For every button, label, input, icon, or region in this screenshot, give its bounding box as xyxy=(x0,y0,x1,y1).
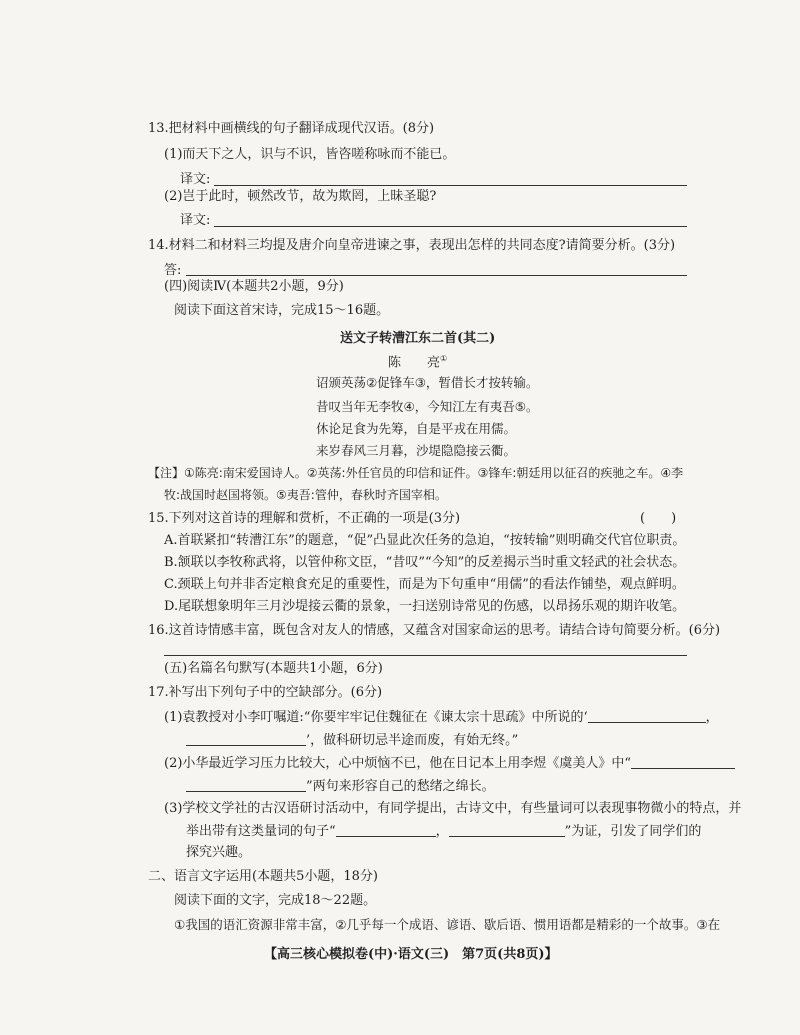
q14-stem: 14.材料二和材料三均提及唐介向皇帝进谏之事，表现出怎样的共同态度?请简要分析。(3分) xyxy=(148,238,676,253)
q17-item-2-text-b: ”两句来形容自己的愁绪之绵长。 xyxy=(306,779,495,794)
part2-passage-line-1: ①我国的语汇资源非常丰富，②几乎每一个成语、谚语、歇后语、惯用语都是精彩的一个故事。③在 xyxy=(174,917,721,932)
q17-blank-2[interactable] xyxy=(186,731,306,746)
poem-author-name: 陈 亮 xyxy=(388,355,441,371)
q17-item-1-text-c: ’，做科研切忌半途而废，有始无终。” xyxy=(306,733,519,748)
poem-title: 送文子转漕江东二首(其二) xyxy=(340,331,496,346)
q17-item-3-line-2 xyxy=(186,822,701,841)
page-footer: 【高三核心模拟卷(中)·语文(三) 第7页(共8页)】 xyxy=(264,947,558,962)
q14-answer-label: 答: xyxy=(164,263,182,278)
poem-line-2: 昔叹当年无李牧④，今知江左有夷吾⑤。 xyxy=(316,399,539,414)
q13-sentence-2: (2)岂于此时，顿然改节，故为欺罔，上昧圣聪? xyxy=(164,189,437,204)
q17-blank-5[interactable] xyxy=(336,822,436,837)
q15-option-b: B.颔联以李牧称武将，以管仲称文臣，“昔叹”“今知”的反差揭示当时重文轻武的社会状态。 xyxy=(164,555,686,570)
q13-answer-line-1[interactable] xyxy=(214,185,687,186)
q17-blank-3[interactable] xyxy=(631,754,735,769)
q17-item-2-line-2 xyxy=(186,777,495,796)
q17-item-2-text-a: (2)小华最近学习压力比较大，心中烦恼不已，他在日记本上用李煜《虞美人》中“ xyxy=(164,756,632,771)
q15-option-a: A.首联紧扣“转漕江东”的题意，“促”凸显此次任务的急迫，“按转输”则明确交代官位职责。 xyxy=(164,533,686,548)
q16-stem: 16.这首诗情感丰富，既包含对友人的情感，又蕴含对国家命运的思考。请结合诗句简要分析。(6分) xyxy=(148,623,721,638)
poem-line-3: 休论足食为先筹，自是平戎在用儒。 xyxy=(316,421,517,436)
poem-notes-line-1: 【注】①陈亮:南宋爱国诗人。②英荡:外任官员的印信和证件。③锋车:朝廷用以征召的疾驰之车。④李 xyxy=(148,466,684,480)
q17-item-1-line-1 xyxy=(164,708,719,727)
poem-line-4: 来岁春风三月暮，沙堤隐隐接云衢。 xyxy=(316,443,517,458)
q13-sentence-1: (1)而天下之人，识与不识，皆咨嗟称咏而不能已。 xyxy=(164,147,456,162)
q15-answer-bracket[interactable]: ( ) xyxy=(640,511,677,526)
q13-translation-label-1: 译文: xyxy=(180,172,211,187)
q17-item-3-line-3: 探究兴趣。 xyxy=(186,845,252,860)
q14-answer-line[interactable] xyxy=(186,275,687,276)
q17-item-3-text-b: 举出带有这类量词的句子“ xyxy=(186,824,336,839)
section4-intro: 阅读下面这首宋诗，完成15～16题。 xyxy=(174,303,390,318)
q17-item-3-text-d: ”为证，引发了同学们的 xyxy=(564,824,702,839)
q16-answer-line[interactable] xyxy=(164,655,687,656)
q17-item-3-line-1: (3)学校文学社的古汉语研讨活动中，有同学提出，古诗文中，有些量词可以表现事物微小的特点，并 xyxy=(164,801,742,816)
q17-item-3-text-c: ， xyxy=(435,824,449,839)
q13-stem: 13.把材料中画横线的句子翻译成现代汉语。(8分) xyxy=(148,121,435,136)
q17-item-1-text-a: (1)袁教授对小李叮嘱道:“你要牢牢记住魏征在《谏太宗十思疏》中所说的‘ xyxy=(164,710,588,725)
q17-stem: 17.补写出下列句子中的空缺部分。(6分) xyxy=(148,685,383,700)
q15-stem: 15.下列对这首诗的理解和赏析，不正确的一项是(3分) xyxy=(148,511,461,526)
q17-blank-6[interactable] xyxy=(449,822,565,837)
poem-line-1: 诏颁英荡②促锋车③，暂借长才按转输。 xyxy=(316,375,539,390)
q15-option-d: D.尾联想象明年三月沙堤接云衢的景象，一扫送别诗常见的伤感，以昂扬乐观的期许收笔。 xyxy=(164,599,686,614)
q17-blank-4[interactable] xyxy=(186,777,306,792)
q17-item-1-line-2 xyxy=(186,731,518,750)
q17-item-2-line-1 xyxy=(164,754,735,773)
poem-notes-line-2: 牧:战国时赵国将领。⑤夷吾:管仲，春秋时齐国宰相。 xyxy=(164,488,447,502)
q17-blank-1[interactable] xyxy=(588,708,706,723)
q13-translation-label-2: 译文: xyxy=(180,213,211,228)
q17-item-1-text-b: ， xyxy=(705,710,719,725)
part2-heading: 二、语言文字运用(本题共5小题，18分) xyxy=(148,869,378,884)
section5-heading: (五)名篇名句默写(本题共1小题，6分) xyxy=(164,661,383,676)
q15-option-c: C.颈联上句并非否定粮食充足的重要性，而是为下句重申“用儒”的看法作铺垫，观点鲜明。 xyxy=(164,577,685,592)
poem-author-note: ① xyxy=(440,354,448,363)
section4-heading: (四)阅读Ⅳ(本题共2小题，9分) xyxy=(164,279,344,294)
part2-intro: 阅读下面的文字，完成18～22题。 xyxy=(174,893,377,908)
q13-answer-line-2[interactable] xyxy=(214,226,687,227)
poem-author xyxy=(388,350,447,372)
